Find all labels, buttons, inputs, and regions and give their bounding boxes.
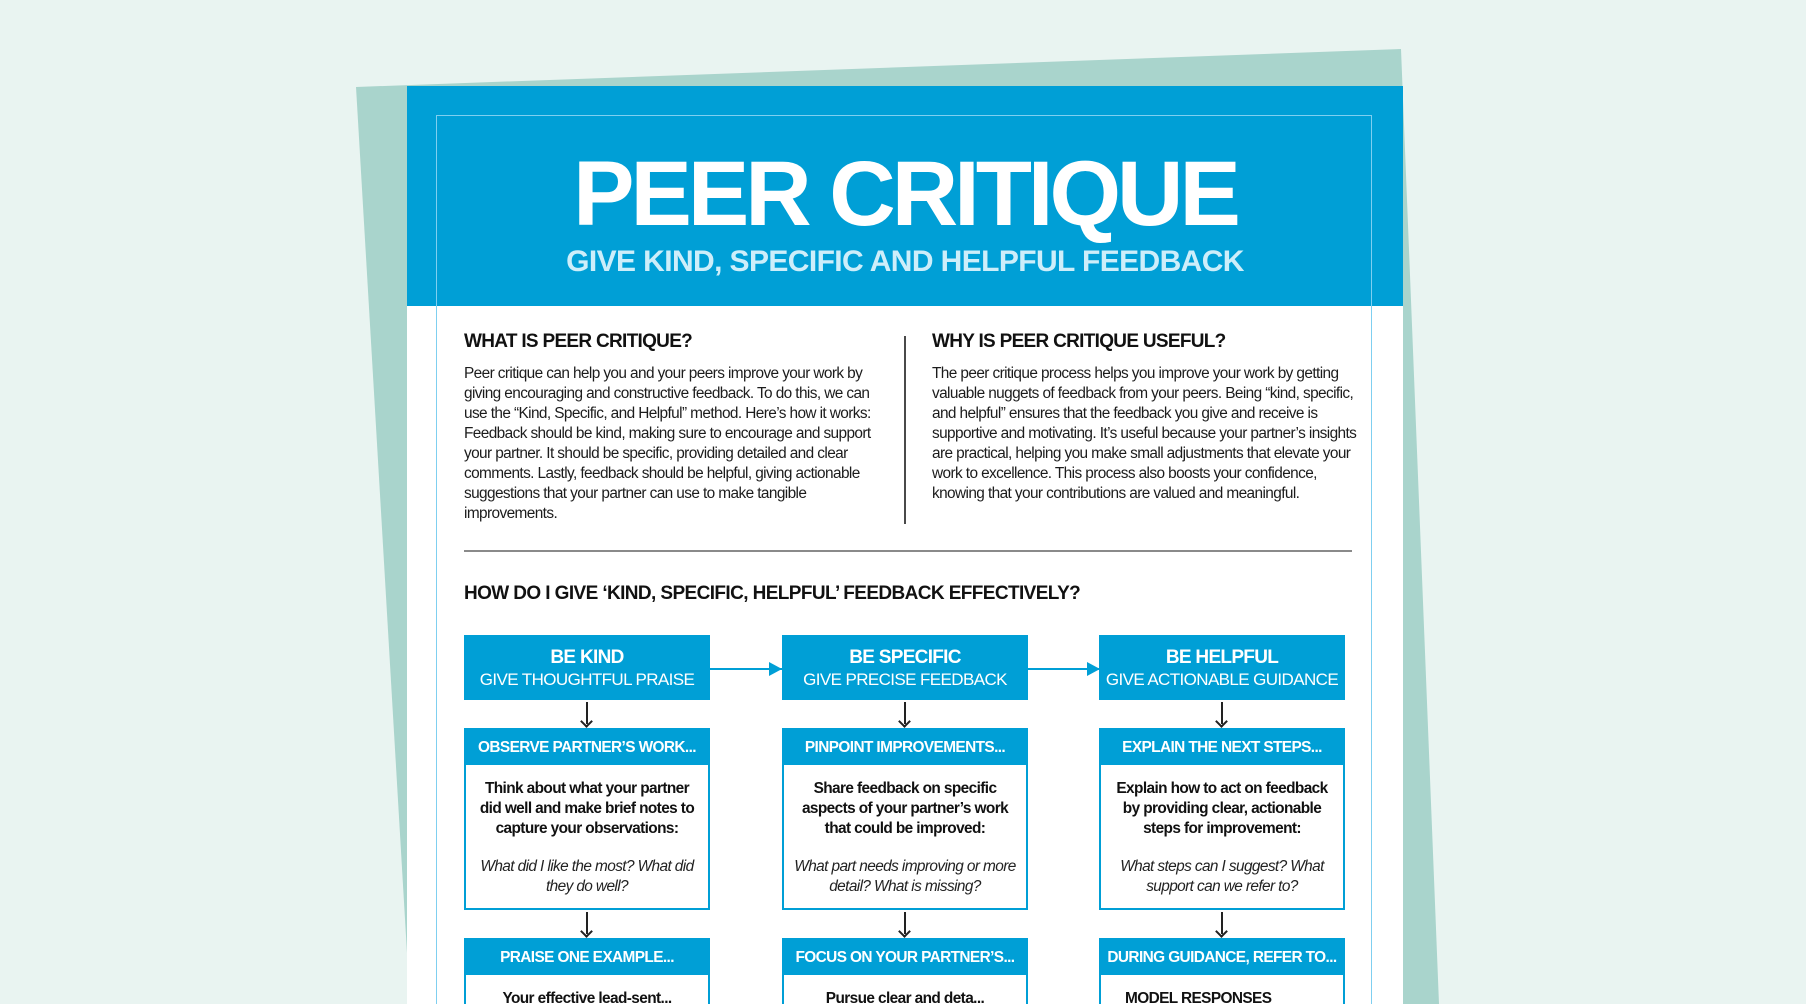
card-heading: DURING GUIDANCE, REFER TO...	[1101, 940, 1343, 975]
step-title: BE SPECIFIC	[849, 647, 961, 668]
card-prompt: Think about what your partner did well and make brief notes to capture your observations:	[479, 780, 695, 837]
step-card	[1099, 938, 1345, 1004]
arrow-down-icon	[782, 910, 1028, 938]
step-card	[464, 728, 710, 910]
step-column-helpful	[1099, 635, 1345, 1004]
arrow-down-icon	[464, 910, 710, 938]
card-body	[1101, 975, 1343, 1004]
what-is-section	[464, 330, 884, 524]
step-column-specific	[782, 635, 1028, 1004]
column-divider	[904, 336, 906, 524]
step-subtitle: GIVE ACTIONABLE GUIDANCE	[1105, 670, 1339, 689]
card-question: What did I like the most? What did they do well?	[480, 858, 694, 895]
arrow-right-icon	[1028, 668, 1100, 670]
what-is-body: Peer critique can help you and your peers improve your work by giving encouraging and constructive feedback. To do this, we can use the “Kind, Specific, and Helpful” method. Here’s how it works: Feedback should be kind, making sure to encourage and support your partner. It should be specific, providing detailed and clear comments. Lastly, feedback should be helpful, giving actionable suggestions that your partner can use to make tangible improvements.	[464, 365, 871, 522]
card-heading: OBSERVE PARTNER’S WORK...	[466, 730, 708, 765]
step-header	[464, 635, 710, 700]
step-subtitle: GIVE PRECISE FEEDBACK	[803, 670, 1007, 689]
what-is-heading: WHAT IS PEER CRITIQUE?	[464, 331, 693, 352]
card-question: What steps can I suggest? What support can we refer to?	[1120, 858, 1324, 895]
card-prompt: Explain how to act on feedback by providing clear, actionable steps for improvement:	[1116, 780, 1328, 837]
arrow-down-icon	[782, 700, 1028, 728]
card-prompt: MODEL RESPONSES	[1125, 990, 1272, 1004]
arrow-right-icon	[710, 668, 782, 670]
card-question: What part needs improving or more detail? What is missing?	[794, 858, 1016, 895]
arrow-down-icon	[464, 700, 710, 728]
card-body	[1101, 765, 1343, 897]
why-useful-section	[932, 330, 1357, 504]
page-title: PEER CRITIQUE	[573, 143, 1237, 245]
step-column-kind	[464, 635, 710, 1004]
arrow-down-icon	[1099, 700, 1345, 728]
step-card	[464, 938, 710, 1004]
page-subtitle: GIVE KIND, SPECIFIC AND HELPFUL FEEDBACK	[566, 245, 1244, 278]
step-subtitle: GIVE THOUGHTFUL PRAISE	[479, 670, 695, 689]
step-header	[782, 635, 1028, 700]
card-prompt: Share feedback on specific aspects of your partner’s work that could be improved:	[801, 780, 1009, 837]
card-body	[784, 765, 1026, 897]
card-heading: PRAISE ONE EXAMPLE...	[466, 940, 708, 975]
arrow-down-icon	[1099, 910, 1345, 938]
worksheet-page	[407, 86, 1403, 1004]
why-useful-body: The peer critique process helps you improve your work by getting valuable nuggets of feedback from your peers. Being “kind, specific, and helpful” ensures that the feedback you give and receive is supportive and motivating. It’s useful because your partner’s insights are practical, helping you make small adjustments that elevate your work to excellence. This process also boosts your confidence, knowing that your contributions are valued and meaningful.	[932, 365, 1357, 502]
card-prompt: Your effective lead-sent...	[502, 990, 672, 1004]
step-card	[1099, 728, 1345, 910]
card-prompt: Pursue clear and deta...	[825, 990, 985, 1004]
step-title: BE KIND	[550, 647, 624, 668]
step-title: BE HELPFUL	[1165, 647, 1279, 668]
step-card	[782, 728, 1028, 910]
how-heading: HOW DO I GIVE ‘KIND, SPECIFIC, HELPFUL’ FEEDBACK EFFECTIVELY?	[464, 583, 1081, 604]
card-body	[466, 765, 708, 897]
card-heading: PINPOINT IMPROVEMENTS...	[784, 730, 1026, 765]
step-header	[1099, 635, 1345, 700]
card-body	[784, 975, 1026, 1004]
step-card	[782, 938, 1028, 1004]
card-body	[466, 975, 708, 1004]
section-divider	[464, 550, 1352, 552]
card-heading: EXPLAIN THE NEXT STEPS...	[1101, 730, 1343, 765]
card-heading: FOCUS ON YOUR PARTNER’S...	[784, 940, 1026, 975]
why-useful-heading: WHY IS PEER CRITIQUE USEFUL?	[932, 331, 1226, 352]
